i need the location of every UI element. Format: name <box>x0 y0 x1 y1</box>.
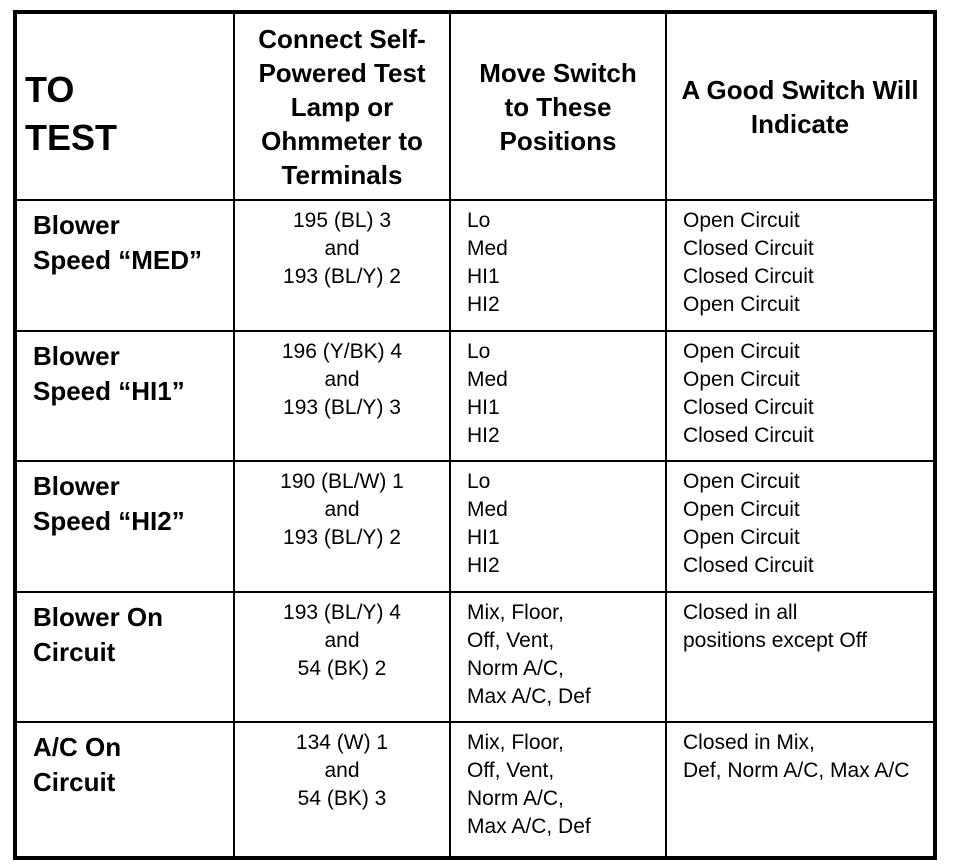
position-line: HI2 <box>467 424 500 447</box>
terminals-cell <box>234 592 450 722</box>
table-row <box>15 461 935 592</box>
header-line: Powered Test <box>258 57 426 88</box>
indicates-line: Open Circuit <box>683 340 800 363</box>
table-row <box>15 200 935 331</box>
position-line: HI1 <box>467 265 500 288</box>
indicates-line: Open Circuit <box>683 368 800 391</box>
indicates-line: Closed Circuit <box>683 237 814 260</box>
terminals-line: 54 (BK) 2 <box>297 657 387 680</box>
position-line: Med <box>467 368 508 391</box>
header-indicates <box>666 12 935 200</box>
indicates-cell <box>666 331 935 461</box>
indicates-line: Open Circuit <box>683 293 800 316</box>
test-name-line: Speed “HI2” <box>33 506 185 536</box>
test-name-line: A/C On <box>33 732 122 762</box>
indicates-line: Closed Circuit <box>683 396 814 419</box>
terminals-cell <box>234 200 450 331</box>
header-row <box>15 12 935 200</box>
header-terminals <box>234 12 450 200</box>
terminals-line: 193 (BL/Y) 2 <box>283 526 401 549</box>
test-name-line: Blower <box>33 210 120 240</box>
terminals-cell <box>234 461 450 592</box>
header-line: Positions <box>499 125 617 156</box>
indicates-line: Closed in all <box>683 601 798 624</box>
position-line: Norm A/C, <box>467 657 564 680</box>
header-line: Connect Self- <box>258 23 426 54</box>
terminals-cell <box>234 331 450 461</box>
table-row <box>15 592 935 722</box>
header-line: Lamp or <box>290 91 394 122</box>
indicates-cell <box>666 461 935 592</box>
positions-cell <box>450 331 666 461</box>
header-line: to These <box>504 91 612 122</box>
table-row <box>15 722 935 858</box>
position-line: Off, Vent, <box>467 629 555 652</box>
switch-test-table <box>13 10 937 860</box>
terminals-line: 193 (BL/Y) 3 <box>283 396 401 419</box>
position-line: Max A/C, Def <box>467 815 591 838</box>
test-name-line: Blower <box>33 471 120 501</box>
terminals-line: 193 (BL/Y) 2 <box>283 265 401 288</box>
terminals-line: 134 (W) 1 <box>295 731 389 754</box>
header-to-test <box>15 12 234 200</box>
header-line: TO <box>25 68 75 110</box>
indicates-line: Closed in Mix, <box>683 731 815 754</box>
terminals-line: 195 (BL) 3 <box>292 209 392 232</box>
positions-cell <box>450 200 666 331</box>
position-line: Med <box>467 237 508 260</box>
position-line: HI2 <box>467 293 500 316</box>
test-name-line: Circuit <box>33 637 116 667</box>
terminals-line: and <box>324 759 360 782</box>
header-line: Terminals <box>281 159 403 190</box>
test-name-line: Speed “MED” <box>33 245 203 275</box>
position-line: Med <box>467 498 508 521</box>
terminals-line: and <box>324 498 360 521</box>
header-line: Indicate <box>750 108 850 139</box>
indicates-line: positions except Off <box>683 629 868 652</box>
test-name-cell <box>15 461 234 592</box>
position-line: HI1 <box>467 526 500 549</box>
indicates-line: Closed Circuit <box>683 265 814 288</box>
header-line: Ohmmeter to <box>261 125 423 156</box>
position-line: Off, Vent, <box>467 759 555 782</box>
test-name-cell <box>15 331 234 461</box>
position-line: Max A/C, Def <box>467 685 591 708</box>
position-line: Norm A/C, <box>467 787 564 810</box>
terminals-line: and <box>324 629 360 652</box>
terminals-line: 196 (Y/BK) 4 <box>281 340 403 363</box>
positions-cell <box>450 722 666 858</box>
test-name-cell <box>15 592 234 722</box>
header-positions <box>450 12 666 200</box>
header-line: TEST <box>25 116 118 158</box>
indicates-cell <box>666 592 935 722</box>
test-name-line: Speed “HI1” <box>33 376 185 406</box>
indicates-cell <box>666 200 935 331</box>
position-line: Mix, Floor, <box>467 731 564 754</box>
terminals-cell <box>234 722 450 858</box>
indicates-line: Open Circuit <box>683 470 800 493</box>
positions-cell <box>450 461 666 592</box>
header-line: Move Switch <box>479 57 637 88</box>
indicates-line: Open Circuit <box>683 209 800 232</box>
test-name-line: Blower <box>33 341 120 371</box>
indicates-line: Open Circuit <box>683 498 800 521</box>
position-line: Lo <box>467 340 491 363</box>
position-line: HI1 <box>467 396 500 419</box>
indicates-cell <box>666 722 935 858</box>
indicates-line: Closed Circuit <box>683 554 814 577</box>
test-name-line: Blower On <box>33 602 164 632</box>
terminals-line: 190 (BL/W) 1 <box>280 470 404 493</box>
position-line: Lo <box>467 470 491 493</box>
terminals-line: and <box>324 237 360 260</box>
test-name-line: Circuit <box>33 767 116 797</box>
indicates-line: Closed Circuit <box>683 424 814 447</box>
indicates-line: Def, Norm A/C, Max A/C <box>683 759 910 782</box>
terminals-line: 54 (BK) 3 <box>297 787 387 810</box>
test-name-cell <box>15 200 234 331</box>
header-line: A Good Switch Will <box>681 74 919 105</box>
table-row <box>15 331 935 461</box>
terminals-line: 193 (BL/Y) 4 <box>283 601 401 624</box>
terminals-line: and <box>324 368 360 391</box>
indicates-line: Open Circuit <box>683 526 800 549</box>
position-line: Mix, Floor, <box>467 601 564 624</box>
positions-cell <box>450 592 666 722</box>
position-line: HI2 <box>467 554 500 577</box>
position-line: Lo <box>467 209 491 232</box>
test-name-cell <box>15 722 234 858</box>
